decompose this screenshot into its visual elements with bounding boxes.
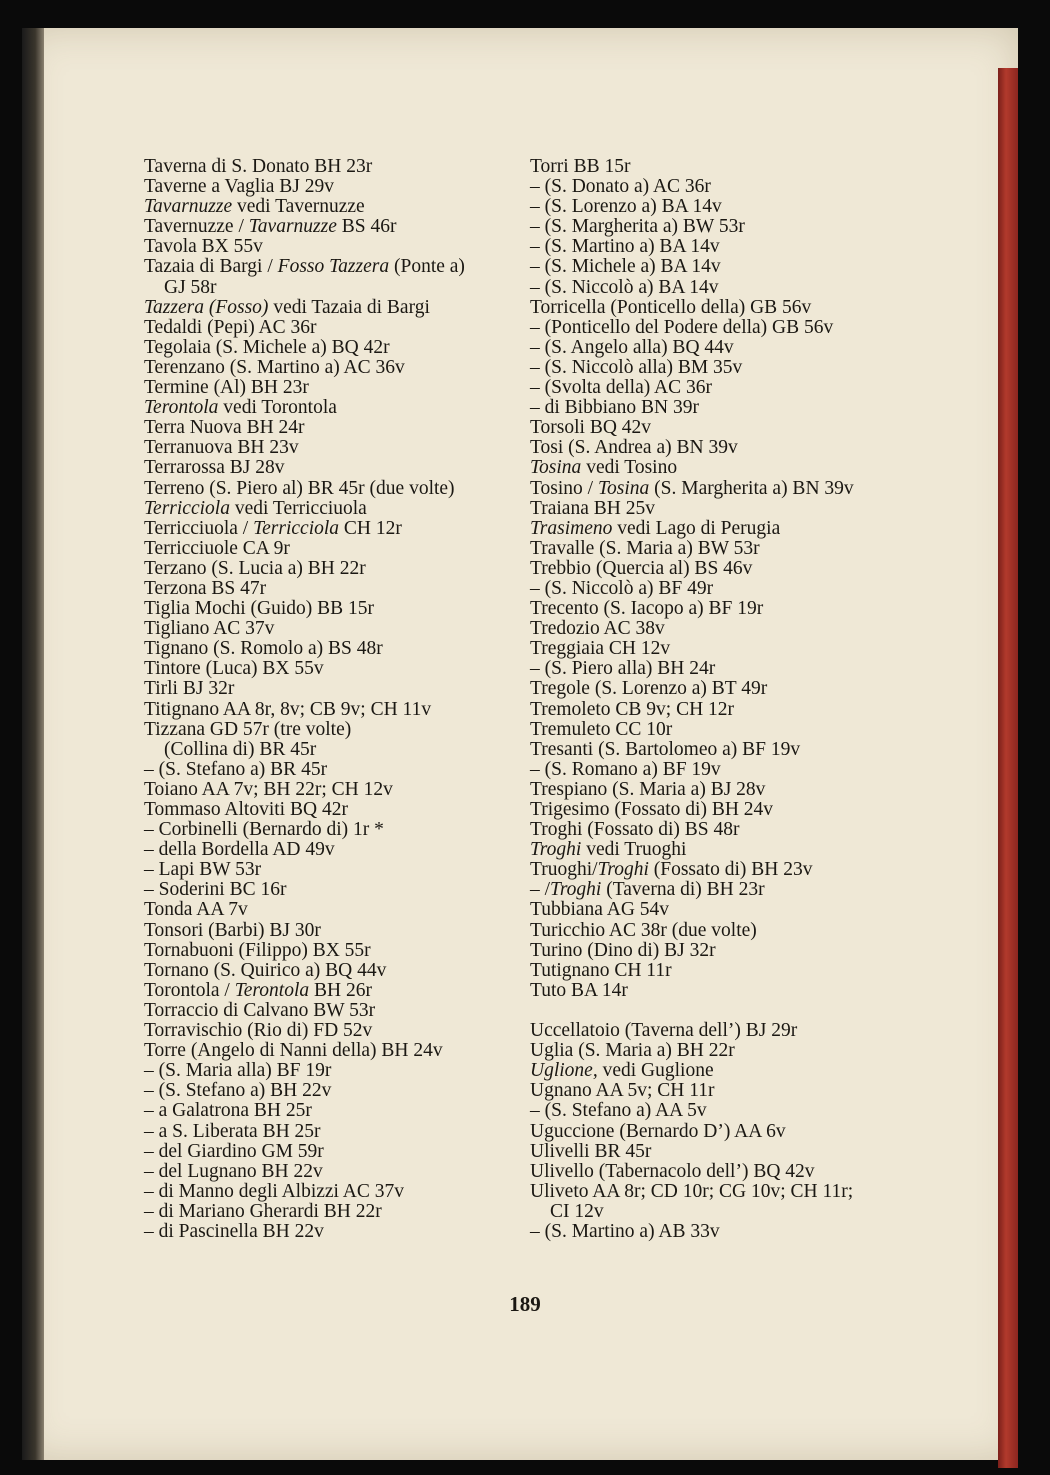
entry-text: Trigesimo (Fossato di) BH 24v [530,799,774,820]
index-entry [530,157,910,177]
index-entry [144,1222,514,1242]
index-entry [144,1162,514,1182]
entry-text: Tregole (S. Lorenzo a) BT 49r [530,678,768,700]
index-entry [530,659,910,679]
entry-text: Terricciuole CA 9r [144,537,290,559]
entry-text: Tonda AA 7v [144,899,248,921]
entry-text: – (Svolta della) AC 36r [530,377,712,399]
entry-text: Tredozio AC 38v [530,618,665,640]
index-entry [144,981,514,1001]
entry-text: Uguccione (Bernardo D’) AA 6v [530,1120,786,1142]
entry-text: Tignano (S. Romolo a) BS 48r [144,638,383,660]
index-entry [144,760,514,780]
entry-text: (Taverna di) BH 23r [601,879,765,901]
index-entry [530,257,910,277]
index-entry [144,1182,514,1202]
entry-text: Torsoli BQ 42v [530,417,652,439]
index-entry [530,418,910,438]
index-entry [530,438,910,458]
entry-text: – di Pascinella BH 22v [144,1220,324,1242]
entry-text: Tosino / [530,477,598,499]
entry-text: vedi Tavernuzze [232,196,365,218]
index-entry [530,1041,910,1061]
entry-text: vedi Lago di Perugia [612,517,781,539]
index-entry [530,619,910,639]
index-entry [144,961,514,981]
entry-text: vedi Terricciuola [229,497,367,519]
entry-text: – (S. Niccolò a) BA 14v [530,276,719,298]
index-entry [144,519,514,539]
index-entry [530,278,910,298]
entry-text: Tonsori (Barbi) BJ 30r [144,919,321,941]
entry-text: vedi Torontola [218,397,337,419]
entry-italic-text: Troghi [530,839,582,861]
entry-italic-text: Terontola [144,397,219,419]
index-entry [530,217,910,237]
index-entry [530,1182,910,1202]
index-entry [144,257,514,277]
index-entry [144,941,514,961]
entry-text: Tosi (S. Andrea a) BN 39v [530,437,738,459]
index-entry [530,458,910,478]
entry-text: – Soderini BC 16r [144,879,287,901]
index-entry [530,539,910,559]
index-entry [144,840,514,860]
entry-text: Terranuova BH 23v [144,437,299,459]
entry-text: Torri BB 15r [530,156,631,177]
index-entry [530,499,910,519]
index-entry [144,780,514,800]
index-entry [530,820,910,840]
entry-text: – di Manno degli Albizzi AC 37v [144,1180,404,1202]
entry-text: Tremoleto CB 9v; CH 12r [530,698,735,720]
index-entry [144,499,514,519]
entry-text: Torraccio di Calvano BW 53r [144,999,376,1021]
entry-text: – (S. Martino a) AB 33v [530,1220,720,1242]
book-gutter [22,28,44,1460]
entry-text: Troghi (Fossato di) BS 48r [530,819,740,841]
entry-text: Tommaso Altoviti BQ 42r [144,799,348,820]
entry-text: Travalle (S. Maria a) BW 53r [530,537,760,559]
index-entry [530,780,910,800]
index-entry [144,1101,514,1121]
entry-text: Trecento (S. Iacopo a) BF 19r [530,598,764,620]
entry-text: Torravischio (Rio di) FD 52v [144,1020,373,1042]
index-entry [530,679,910,699]
entry-text: Uliveto AA 8r; CD 10r; CG 10v; CH 11r; [530,1180,854,1202]
entry-text: – Corbinelli (Bernardo di) 1r * [144,819,384,841]
entry-text: – del Giardino GM 59r [144,1140,324,1162]
entry-text: – (S. Stefano a) BR 45r [144,758,328,780]
entry-text: GJ 58r [164,276,217,298]
index-entry [530,900,910,920]
index-entry [530,579,910,599]
index-entry [530,860,910,880]
index-entry [144,740,514,760]
index-entry [144,900,514,920]
index-entry [144,1001,514,1021]
entry-italic-text: Trasimeno [530,517,613,539]
index-entry [530,358,910,378]
index-entry [144,1142,514,1162]
entry-text: Tegolaia (S. Michele a) BQ 42r [144,336,390,358]
entry-text: (Collina di) BR 45r [164,738,317,760]
index-entry [144,800,514,820]
index-entry [530,800,910,820]
index-entry [144,479,514,499]
entry-text: – (S. Michele a) BA 14v [530,256,721,278]
entry-text: vedi Tosino [581,457,678,479]
entry-italic-text: Tosina [597,477,650,499]
entry-text: Tazaia di Bargi / [144,256,278,278]
entry-text: – (S. Donato a) AC 36r [530,176,711,198]
entry-text: – (S. Romano a) BF 19v [530,758,721,780]
index-entry [530,1061,910,1081]
index-entry [530,479,910,499]
entry-italic-text: Fosso Tazzera [277,256,390,278]
entry-text: Taverne a Vaglia BJ 29v [144,176,334,198]
index-entry [144,1122,514,1142]
entry-text: Trebbio (Quercia al) BS 46v [530,557,753,579]
index-entry [144,197,514,217]
index-entry [530,599,910,619]
index-entry [144,177,514,197]
entry-text: CH 12r [339,517,402,539]
entry-text: Turino (Dino di) BJ 32r [530,939,716,961]
entry-text: Tirli BJ 32r [144,678,235,700]
index-entry [144,659,514,679]
index-entry [530,981,910,1001]
index-entry [530,559,910,579]
entry-text: BH 26r [309,979,372,1001]
entry-text: Torricella (Ponticello della) GB 56v [530,296,812,318]
entry-text: – (S. Stefano a) AA 5v [530,1100,707,1122]
index-entry [144,358,514,378]
index-column-left [144,157,514,1242]
index-entry [530,1202,910,1222]
index-entry [144,237,514,257]
index-entry [530,700,910,720]
index-entry [144,1021,514,1041]
entry-text: – (S. Martino a) BA 14v [530,236,720,258]
entry-text: Terzona BS 47r [144,577,267,599]
entry-text: Taverna di S. Donato BH 23r [144,156,373,177]
index-entry [144,418,514,438]
entry-text: – (S. Angelo alla) BQ 44v [530,336,734,358]
entry-italic-text: Terontola [234,979,310,1001]
index-entry [530,1081,910,1101]
index-entry [530,318,910,338]
page-number: 189 [509,1292,541,1316]
entry-text: Tuto BA 14r [530,979,628,1001]
entry-text: Treggiaia CH 12v [530,638,671,660]
entry-text: Tavernuzze / [144,216,249,238]
entry-text: Terra Nuova BH 24r [144,417,305,439]
index-entry [144,700,514,720]
entry-text: Ugnano AA 5v; CH 11r [530,1080,715,1102]
entry-text: Tigliano AC 37v [144,618,275,640]
entry-text: – / [530,879,551,901]
entry-text: Tutignano CH 11r [530,959,672,981]
entry-text: Ulivello (Tabernacolo dell’) BQ 42v [530,1160,815,1182]
index-entry [144,880,514,900]
index-entry [530,1162,910,1182]
entry-text: Uglia (S. Maria a) BH 22r [530,1040,735,1062]
entry-text: – di Bibbiano BN 39r [530,397,699,419]
entry-italic-text: Troghi [550,879,602,901]
entry-text: – (S. Lorenzo a) BA 14v [530,196,722,218]
entry-text: – (S. Margherita a) BW 53r [530,216,745,238]
entry-text: Terrarossa BJ 28v [144,457,285,479]
index-entry [530,1142,910,1162]
index-entry [530,1122,910,1142]
index-entry [144,1041,514,1061]
entry-text: Tornano (S. Quirico a) BQ 44v [144,959,387,981]
index-entry [144,1081,514,1101]
index-entry [530,298,910,318]
entry-text: Tubbiana AG 54v [530,899,670,921]
entry-text: (Ponte a) [389,256,465,278]
entry-text: – (S. Niccolò alla) BM 35v [530,356,743,378]
entry-text: Tresanti (S. Bartolomeo a) BF 19v [530,738,801,760]
entry-text: Ulivelli BR 45r [530,1140,652,1162]
index-entry [144,720,514,740]
index-entry [530,1021,910,1041]
entry-text: Tornabuoni (Filippo) BX 55r [144,939,371,961]
entry-italic-text: Troghi [597,859,649,881]
entry-text: Uccellatoio (Taverna dell’) BJ 29r [530,1020,798,1042]
index-entry [530,880,910,900]
index-entry [530,740,910,760]
entry-italic-text: Tavarnuzze [248,216,337,238]
index-entry [530,197,910,217]
index-entry [144,921,514,941]
index-entry [144,298,514,318]
entry-text: – Lapi BW 53r [144,859,262,881]
entry-text: – (S. Stefano a) BH 22v [144,1080,332,1102]
entry-text: – (S. Piero alla) BH 24r [530,658,716,680]
index-entry [144,217,514,237]
index-entry [144,157,514,177]
entry-italic-text: Uglione, [530,1060,598,1082]
index-entry [530,840,910,860]
index-entry [144,1061,514,1081]
index-column-right [530,157,910,1242]
entry-text: Termine (Al) BH 23r [144,377,309,399]
entry-text: Torre (Angelo di Nanni della) BH 24v [144,1040,443,1062]
entry-text: – a S. Liberata BH 25r [144,1120,321,1142]
index-entry [144,860,514,880]
entry-text: CI 12v [550,1200,604,1222]
index-entry [530,760,910,780]
entry-text: vedi Guglione [597,1060,714,1082]
entry-text: Truoghi/ [530,859,598,881]
entry-text: – della Bordella AD 49v [144,839,335,861]
entry-text: Tavola BX 55v [144,236,263,258]
cover-edge [998,68,1018,1468]
entry-text: – a Galatrona BH 25r [144,1100,312,1122]
entry-text: Turicchio AC 38r (due volte) [530,919,757,941]
entry-italic-text: Tavarnuzze [144,196,233,218]
index-entry [144,378,514,398]
index-entry [144,579,514,599]
entry-text: (S. Margherita a) BN 39v [649,477,854,499]
index-entry [530,921,910,941]
entry-italic-text: Tosina [530,457,582,479]
index-entry [530,1222,910,1242]
index-entry [530,338,910,358]
index-entry [144,458,514,478]
entry-text: Terenzano (S. Martino a) AC 36v [144,356,405,378]
index-entry [144,1202,514,1222]
section-gap [530,1001,910,1021]
entry-text: Titignano AA 8r, 8v; CB 9v; CH 11v [144,698,432,720]
index-entry [530,519,910,539]
entry-text: Torontola / [144,979,235,1001]
entry-text: – (Ponticello del Podere della) GB 56v [530,316,834,338]
index-entry [144,599,514,619]
entry-text: BS 46r [336,216,397,238]
index-entry [144,619,514,639]
index-entry [530,720,910,740]
entry-text: – (S. Niccolò a) BF 49r [530,577,714,599]
index-entry [530,1101,910,1121]
index-entry [144,820,514,840]
entry-text: Traiana BH 25v [530,497,655,519]
entry-text: Tintore (Luca) BX 55v [144,658,324,680]
entry-text: – (S. Maria alla) BF 19r [144,1060,332,1082]
index-entry [530,177,910,197]
index-entry [144,438,514,458]
index-entry [144,278,514,298]
entry-text: – del Lugnano BH 22v [144,1160,323,1182]
entry-text: Tedaldi (Pepi) AC 36r [144,316,317,338]
index-entry [144,679,514,699]
entry-text: Tizzana GD 57r (tre volte) [144,718,352,740]
entry-text: Tremuleto CC 10r [530,718,673,740]
entry-text: Trespiano (S. Maria a) BJ 28v [530,778,766,800]
index-entry [144,338,514,358]
entry-text: Tiglia Mochi (Guido) BB 15r [144,598,375,620]
index-entry [144,398,514,418]
entry-italic-text: Tazzera (Fosso) [144,296,269,318]
index-entry [144,639,514,659]
index-entry [144,559,514,579]
entry-italic-text: Terricciola [253,517,340,539]
index-entry [530,398,910,418]
entry-text: Toiano AA 7v; BH 22r; CH 12v [144,778,393,800]
index-entry [144,318,514,338]
index-entry [144,539,514,559]
entry-text: Terricciuola / [144,517,254,539]
entry-text: – di Mariano Gherardi BH 22r [144,1200,382,1222]
entry-italic-text: Terricciola [144,497,230,519]
index-entry [530,941,910,961]
entry-text: vedi Truoghi [581,839,687,861]
entry-text: Terzano (S. Lucia a) BH 22r [144,557,366,579]
index-entry [530,961,910,981]
index-entry [530,237,910,257]
index-entry [530,639,910,659]
entry-text: vedi Tazaia di Bargi [268,296,430,318]
index-entry [530,378,910,398]
entry-text: Terreno (S. Piero al) BR 45r (due volte) [144,477,455,499]
entry-text: (Fossato di) BH 23v [648,859,813,881]
